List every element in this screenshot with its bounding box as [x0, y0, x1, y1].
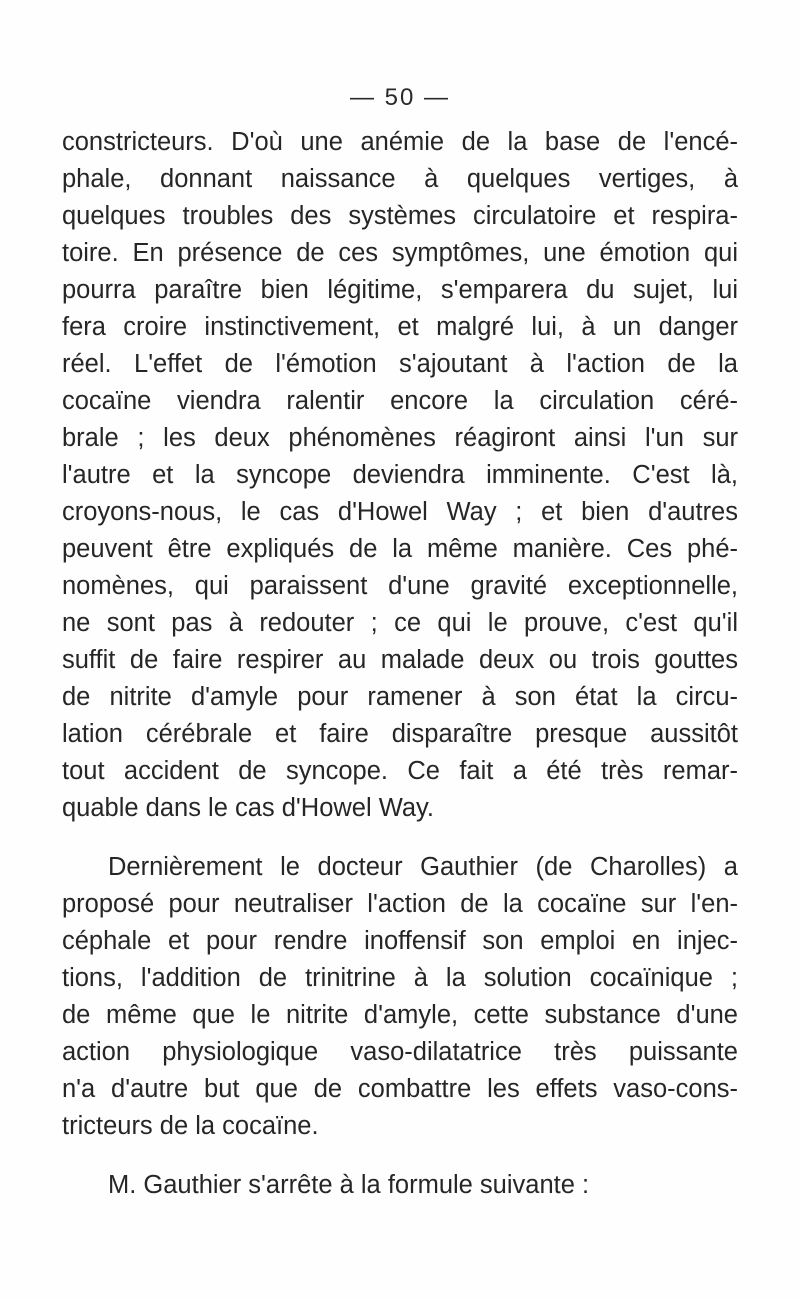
- text-line: proposé pour neutraliser l'action de la cocaïne sur l'en-: [62, 890, 738, 918]
- text-line: tions, l'addition de trinitrine à la solution cocaïnique ;: [62, 964, 738, 992]
- text-line: M. Gauthier s'arrête à la formule suivante :: [108, 1171, 590, 1199]
- text-line: de nitrite d'amyle pour ramener à son état la circu-: [62, 683, 738, 711]
- text-line: phale, donnant naissance à quelques vertiges, à: [62, 165, 738, 193]
- text-line: toire. En présence de ces symptômes, une émotion qui: [62, 239, 738, 267]
- text-line: quelques troubles des systèmes circulatoire et respira-: [62, 202, 738, 230]
- text-line: réel. L'effet de l'émotion s'ajoutant à l'action de la: [62, 350, 738, 378]
- text-line: l'autre et la syncope deviendra imminente. C'est là,: [62, 461, 738, 489]
- text-line: Dernièrement le docteur Gauthier (de Charolles) a: [108, 853, 738, 881]
- text-line: pourra paraître bien légitime, s'emparera du sujet, lui: [62, 276, 738, 304]
- text-line: brale ; les deux phénomènes réagiront ainsi l'un sur: [62, 424, 738, 452]
- text-line: tout accident de syncope. Ce fait a été très remar-: [62, 757, 738, 785]
- text-line: quable dans le cas d'Howel Way.: [62, 794, 434, 822]
- text-line: tricteurs de la cocaïne.: [62, 1112, 319, 1140]
- text-line: croyons-nous, le cas d'Howel Way ; et bien d'autres: [62, 498, 738, 526]
- text-line: céphale et pour rendre inoffensif son emploi en injec-: [62, 927, 738, 955]
- text-line: lation cérébrale et faire disparaître presque aussitôt: [62, 720, 738, 748]
- text-line: cocaïne viendra ralentir encore la circulation céré-: [62, 387, 738, 415]
- text-line: suffit de faire respirer au malade deux ou trois gouttes: [62, 646, 738, 674]
- page-number: — 50 —: [349, 84, 451, 111]
- text-line: n'a d'autre but que de combattre les effets vaso-cons-: [62, 1075, 738, 1103]
- text-line: ne sont pas à redouter ; ce qui le prouve, c'est qu'il: [62, 609, 738, 637]
- text-line: action physiologique vaso-dilatatrice très puissante: [62, 1038, 738, 1066]
- text-line: nomènes, qui paraissent d'une gravité exceptionnelle,: [62, 572, 738, 600]
- text-line: fera croire instinctivement, et malgré lui, à un danger: [62, 313, 738, 341]
- text-line: peuvent être expliqués de la même manière. Ces phé-: [62, 535, 738, 563]
- text-line: constricteurs. D'où une anémie de la base de l'encé-: [62, 128, 738, 156]
- text-line: de même que le nitrite d'amyle, cette substance d'une: [62, 1001, 738, 1029]
